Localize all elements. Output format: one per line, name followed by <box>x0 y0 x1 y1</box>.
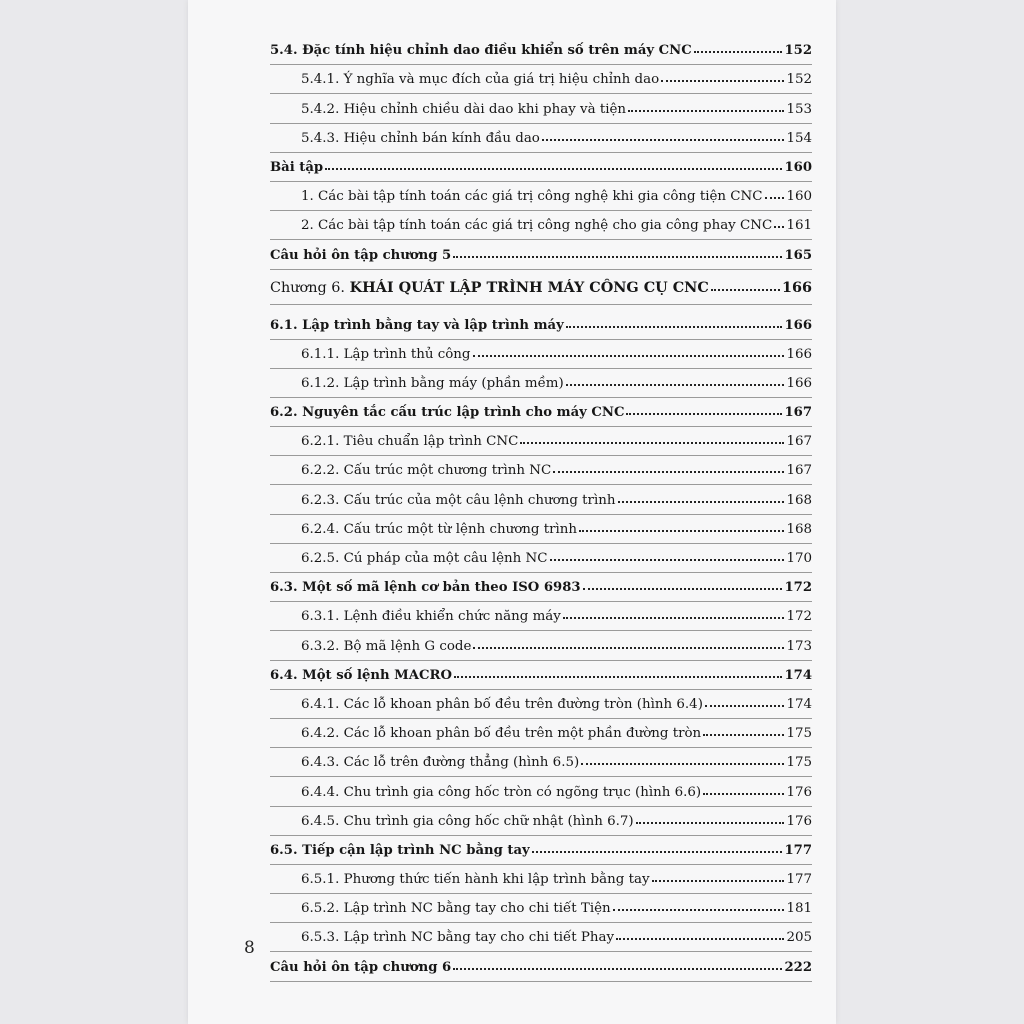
dot-leader <box>626 413 782 415</box>
toc-section-entry <box>270 836 812 865</box>
toc-entry-title: 5.4.2. Hiệu chỉnh chiều dài dao khi phay và tiện <box>301 101 627 117</box>
dot-leader <box>453 968 782 970</box>
toc-entry-page: 166 <box>781 278 812 296</box>
toc-subsection-entry <box>270 456 812 485</box>
toc-entry-title: 6.3. Một số mã lệnh cơ bản theo ISO 6983 <box>270 580 581 596</box>
dot-leader <box>616 938 784 940</box>
toc-subsection-entry <box>270 544 812 573</box>
toc-subsection-entry <box>270 65 812 94</box>
dot-leader <box>703 793 784 795</box>
toc-entry-page: 161 <box>786 218 812 234</box>
toc-entry-page: 174 <box>786 696 812 712</box>
toc-entry-page: 176 <box>786 813 812 829</box>
chapter-prefix: Chương 6. <box>270 279 350 296</box>
toc-subsection-entry <box>270 427 812 456</box>
dot-leader <box>694 51 783 53</box>
toc-entry-title: 6.4.4. Chu trình gia công hốc tròn có ngõng trục (hình 6.6) <box>301 784 702 800</box>
toc-subsection-entry <box>270 369 812 398</box>
toc-entry-page: 168 <box>786 492 812 508</box>
dot-leader <box>453 256 782 258</box>
dot-leader <box>774 226 784 228</box>
toc-entry-title: 6.4.1. Các lỗ khoan phân bố đều trên đường tròn (hình 6.4) <box>301 696 703 712</box>
toc-entry-title: 6.3.2. Bộ mã lệnh G code <box>301 638 472 654</box>
toc-entry-title: 6.1.1. Lập trình thủ công <box>301 346 471 362</box>
toc-subsection-entry <box>270 515 812 544</box>
toc-entry-title: 5.4. Đặc tính hiệu chỉnh dao điều khiển số trên máy CNC <box>270 43 692 59</box>
toc-entry-title: 6.4. Một số lệnh MACRO <box>270 667 452 683</box>
toc-entry-title: 6.2.2. Cấu trúc một chương trình NC <box>301 463 552 479</box>
toc-section-entry <box>270 153 812 182</box>
toc-entry-title: 6.2.4. Cấu trúc một từ lệnh chương trình <box>301 521 578 537</box>
dot-leader <box>454 676 783 678</box>
toc-entry-page: 170 <box>786 551 812 566</box>
toc-entry-page: 152 <box>786 72 812 88</box>
toc-subsection-entry <box>270 182 812 211</box>
toc-entry-page: 175 <box>786 755 812 771</box>
toc-subsection-entry <box>270 865 812 894</box>
toc-section-entry <box>270 305 812 340</box>
dot-leader <box>581 763 784 765</box>
dot-leader <box>579 530 784 532</box>
dot-leader <box>765 197 784 199</box>
toc-entry-page: 160 <box>786 189 812 205</box>
dot-leader <box>473 647 784 649</box>
toc-entry-title: 6.2.5. Cú pháp của một câu lệnh NC <box>301 551 548 566</box>
toc-entry-title: 6.2.3. Cấu trúc của một câu lệnh chương trình <box>301 492 616 508</box>
toc-subsection-entry <box>270 485 812 514</box>
toc-entry-page: 205 <box>786 930 812 946</box>
toc-entry-title: 6.5.2. Lập trình NC bằng tay cho chi tiết Tiện <box>301 901 611 917</box>
dot-leader <box>520 442 784 444</box>
toc-entry-title: 6.4.3. Các lỗ trên đường thẳng (hình 6.5) <box>301 755 580 771</box>
toc-section-entry <box>270 952 812 981</box>
toc-subsection-entry <box>270 631 812 660</box>
toc-entry-page: 168 <box>786 521 812 537</box>
chapter-title: KHÁI QUÁT LẬP TRÌNH MÁY CÔNG CỤ CNC <box>349 278 709 296</box>
toc-section-entry <box>270 661 812 690</box>
toc-entry-page: 152 <box>784 43 812 59</box>
dot-leader <box>583 588 783 590</box>
toc-subsection-entry <box>270 807 812 836</box>
toc-section-entry <box>270 240 812 269</box>
toc-entry-page: 174 <box>784 667 812 683</box>
toc-entry-title: Câu hỏi ôn tập chương 6 <box>270 959 452 975</box>
toc-entry-page: 160 <box>784 159 812 175</box>
toc-entry-page: 154 <box>786 130 812 146</box>
toc-entry-page: 167 <box>786 434 812 450</box>
toc-entry-title: 6.3.1. Lệnh điều khiển chức năng máy <box>301 609 561 625</box>
toc-entry-title: 6.1. Lập trình bằng tay và lập trình máy <box>270 317 564 333</box>
toc-section-entry <box>270 398 812 427</box>
toc-entry-page: 177 <box>784 842 812 858</box>
toc-chapter-entry <box>270 270 812 305</box>
dot-leader <box>618 501 785 503</box>
dot-leader <box>473 355 784 357</box>
toc-subsection-entry <box>270 340 812 369</box>
toc-entry-page: 175 <box>786 726 812 742</box>
toc-entry-title: 6.5.3. Lập trình NC bằng tay cho chi tiết Phay <box>301 930 615 946</box>
toc-entry-title: 6.4.2. Các lỗ khoan phân bố đều trên một phần đường tròn <box>301 726 702 742</box>
toc-entry-title: 6.4.5. Chu trình gia công hốc chữ nhật (hình 6.7) <box>301 813 634 829</box>
dot-leader <box>325 168 782 170</box>
toc-entry-page: 181 <box>786 901 812 917</box>
toc-entry-title: 1. Các bài tập tính toán các giá trị công nghệ khi gia công tiện CNC <box>301 189 763 205</box>
toc-entry-title <box>270 279 709 296</box>
dot-leader <box>532 851 783 853</box>
toc-subsection-entry <box>270 894 812 923</box>
toc-entry-title: Bài tập <box>270 159 324 175</box>
toc-subsection-entry <box>270 748 812 777</box>
toc-subsection-entry <box>270 719 812 748</box>
toc-subsection-entry <box>270 602 812 631</box>
dot-leader <box>550 559 784 561</box>
toc-entry-page: 176 <box>786 784 812 800</box>
toc-subsection-entry <box>270 690 812 719</box>
dot-leader <box>566 326 783 328</box>
toc-entry-page: 172 <box>784 580 812 596</box>
toc-entry-title: 5.4.1. Ý nghĩa và mục đích của giá trị hiệu chỉnh dao <box>301 72 660 88</box>
dot-leader <box>542 139 784 141</box>
toc-entry-page: 172 <box>786 609 812 625</box>
dot-leader <box>628 110 784 112</box>
toc-entry-page: 177 <box>786 872 812 888</box>
dot-leader <box>566 384 784 386</box>
toc-entry-page: 165 <box>784 247 812 263</box>
toc-subsection-entry <box>270 923 812 952</box>
dot-leader <box>613 909 784 911</box>
toc-entry-page: 166 <box>786 375 812 391</box>
toc-entry-page: 166 <box>786 346 812 362</box>
toc-entry-page: 173 <box>786 638 812 654</box>
table-of-contents <box>270 36 812 982</box>
dot-leader <box>553 471 784 473</box>
toc-entry-title: 5.4.3. Hiệu chỉnh bán kính đầu dao <box>301 130 540 146</box>
toc-entry-page: 153 <box>786 101 812 117</box>
page-number: 8 <box>244 938 255 958</box>
toc-subsection-entry <box>270 124 812 153</box>
toc-entry-title: 2. Các bài tập tính toán các giá trị công nghệ cho gia công phay CNC <box>301 218 773 234</box>
toc-subsection-entry <box>270 777 812 806</box>
dot-leader <box>636 822 784 824</box>
toc-entry-page: 167 <box>786 463 812 479</box>
dot-leader <box>711 289 780 291</box>
toc-entry-title: 6.2. Nguyên tắc cấu trúc lập trình cho máy CNC <box>270 405 625 421</box>
toc-entry-page: 167 <box>784 405 812 421</box>
dot-leader <box>652 880 784 882</box>
dot-leader <box>563 617 784 619</box>
toc-section-entry <box>270 36 812 65</box>
toc-entry-title: 6.5.1. Phương thức tiến hành khi lập trình bằng tay <box>301 872 650 888</box>
dot-leader <box>661 80 784 82</box>
toc-entry-title: 6.2.1. Tiêu chuẩn lập trình CNC <box>301 434 519 450</box>
toc-entry-page: 222 <box>784 959 812 975</box>
toc-entry-page: 166 <box>784 317 812 333</box>
toc-entry-title: 6.1.2. Lập trình bằng máy (phần mềm) <box>301 375 564 391</box>
toc-entry-title: 6.5. Tiếp cận lập trình NC bằng tay <box>270 842 530 858</box>
toc-subsection-entry <box>270 211 812 240</box>
dot-leader <box>703 734 784 736</box>
toc-section-entry <box>270 573 812 602</box>
toc-subsection-entry <box>270 94 812 123</box>
toc-entry-title: Câu hỏi ôn tập chương 5 <box>270 247 452 263</box>
dot-leader <box>705 705 784 707</box>
